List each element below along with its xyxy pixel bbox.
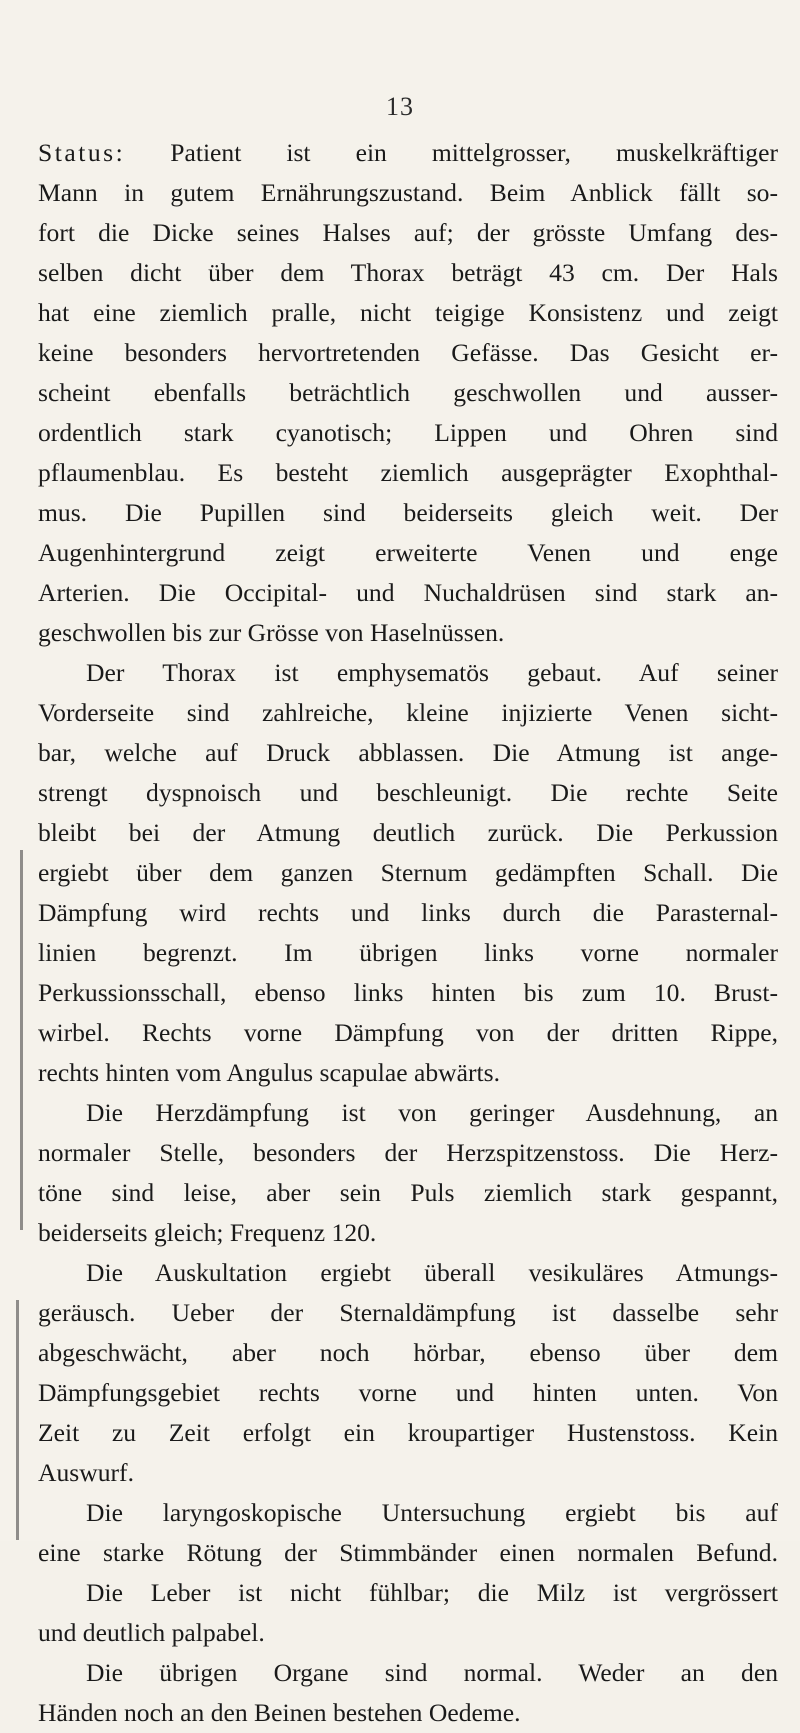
margin-shadow-line	[16, 1300, 19, 1540]
text-line: bleibt bei der Atmung deutlich zurück. Die Perkussion	[38, 818, 778, 847]
text-line: Arterien. Die Occipital- und Nuchaldrüsen sind stark an-	[38, 578, 778, 607]
text-line: normaler Stelle, besonders der Herzspitzenstoss. Die Herz-	[38, 1138, 778, 1167]
text-line: ordentlich stark cyanotisch; Lippen und Ohren sind	[38, 418, 778, 447]
body-text	[38, 133, 778, 1733]
text-line: ergiebt über dem ganzen Sternum gedämpften Schall. Die	[38, 858, 778, 887]
text-line: mus. Die Pupillen sind beiderseits gleich weit. Der	[38, 498, 778, 527]
text-line: Die Auskultation ergiebt überall vesikuläres Atmungs-	[86, 1258, 778, 1287]
status-heading: Status:	[38, 138, 126, 167]
text-line: abgeschwächt, aber noch hörbar, ebenso über dem	[38, 1338, 778, 1367]
text-line: töne sind leise, aber sein Puls ziemlich stark gespannt,	[38, 1178, 778, 1207]
text-line: Vorderseite sind zahlreiche, kleine injizierte Venen sicht-	[38, 698, 778, 727]
text-line: Die laryngoskopische Untersuchung ergiebt bis auf	[86, 1498, 778, 1527]
text-line-rest: Patient ist ein mittelgrosser, muskelkräftiger	[170, 138, 778, 167]
text-line: Mann in gutem Ernährungszustand. Beim Anblick fällt so-	[38, 178, 778, 207]
text-line: und deutlich palpabel.	[38, 1618, 265, 1647]
text-line	[38, 133, 778, 173]
text-line: Zeit zu Zeit erfolgt ein kroupartiger Hustenstoss. Kein	[38, 1418, 778, 1447]
text-line: Augenhintergrund zeigt erweiterte Venen und enge	[38, 538, 778, 567]
text-line: Dämpfung wird rechts und links durch die Parasternal-	[38, 898, 778, 927]
text-line: Dämpfungsgebiet rechts vorne und hinten unten. Von	[38, 1378, 778, 1407]
text-line: wirbel. Rechts vorne Dämpfung von der dritten Rippe,	[38, 1018, 778, 1047]
text-line: strengt dyspnoisch und beschleunigt. Die rechte Seite	[38, 778, 778, 807]
page-number: 13	[386, 92, 414, 121]
text-line: Die Leber ist nicht fühlbar; die Milz ist vergrössert	[86, 1578, 778, 1607]
text-line: fort die Dicke seines Halses auf; der grösste Umfang des-	[38, 218, 778, 247]
text-line: geräusch. Ueber der Sternaldämpfung ist dasselbe sehr	[38, 1298, 778, 1327]
text-line: Händen noch an den Beinen bestehen Oedeme.	[38, 1698, 521, 1727]
text-line: beiderseits gleich; Frequenz 120.	[38, 1218, 377, 1247]
text-line: bar, welche auf Druck abblassen. Die Atmung ist ange-	[38, 738, 778, 767]
text-line: rechts hinten vom Angulus scapulae abwärts.	[38, 1058, 500, 1087]
text-line: Die übrigen Organe sind normal. Weder an den	[86, 1658, 778, 1687]
text-line: Perkussionsschall, ebenso links hinten bis zum 10. Brust-	[38, 978, 778, 1007]
text-line: Die Herzdämpfung ist von geringer Ausdehnung, an	[86, 1098, 778, 1127]
text-line: eine starke Rötung der Stimmbänder einen normalen Befund.	[38, 1538, 778, 1567]
margin-shadow-line	[20, 850, 23, 1230]
text-line: scheint ebenfalls beträchtlich geschwollen und ausser-	[38, 378, 778, 407]
text-line: Auswurf.	[38, 1458, 134, 1487]
text-line: pflaumenblau. Es besteht ziemlich ausgeprägter Exophthal-	[38, 458, 778, 487]
text-line: linien begrenzt. Im übrigen links vorne normaler	[38, 938, 778, 967]
text-line: keine besonders hervortretenden Gefässe. Das Gesicht er-	[38, 338, 778, 367]
text-line: geschwollen bis zur Grösse von Haselnüssen.	[38, 618, 505, 647]
text-line: hat eine ziemlich pralle, nicht teigige Konsistenz und zeigt	[38, 298, 778, 327]
text-line: Der Thorax ist emphysematös gebaut. Auf seiner	[86, 658, 778, 687]
text-line: selben dicht über dem Thorax beträgt 43 cm. Der Hals	[38, 258, 778, 287]
